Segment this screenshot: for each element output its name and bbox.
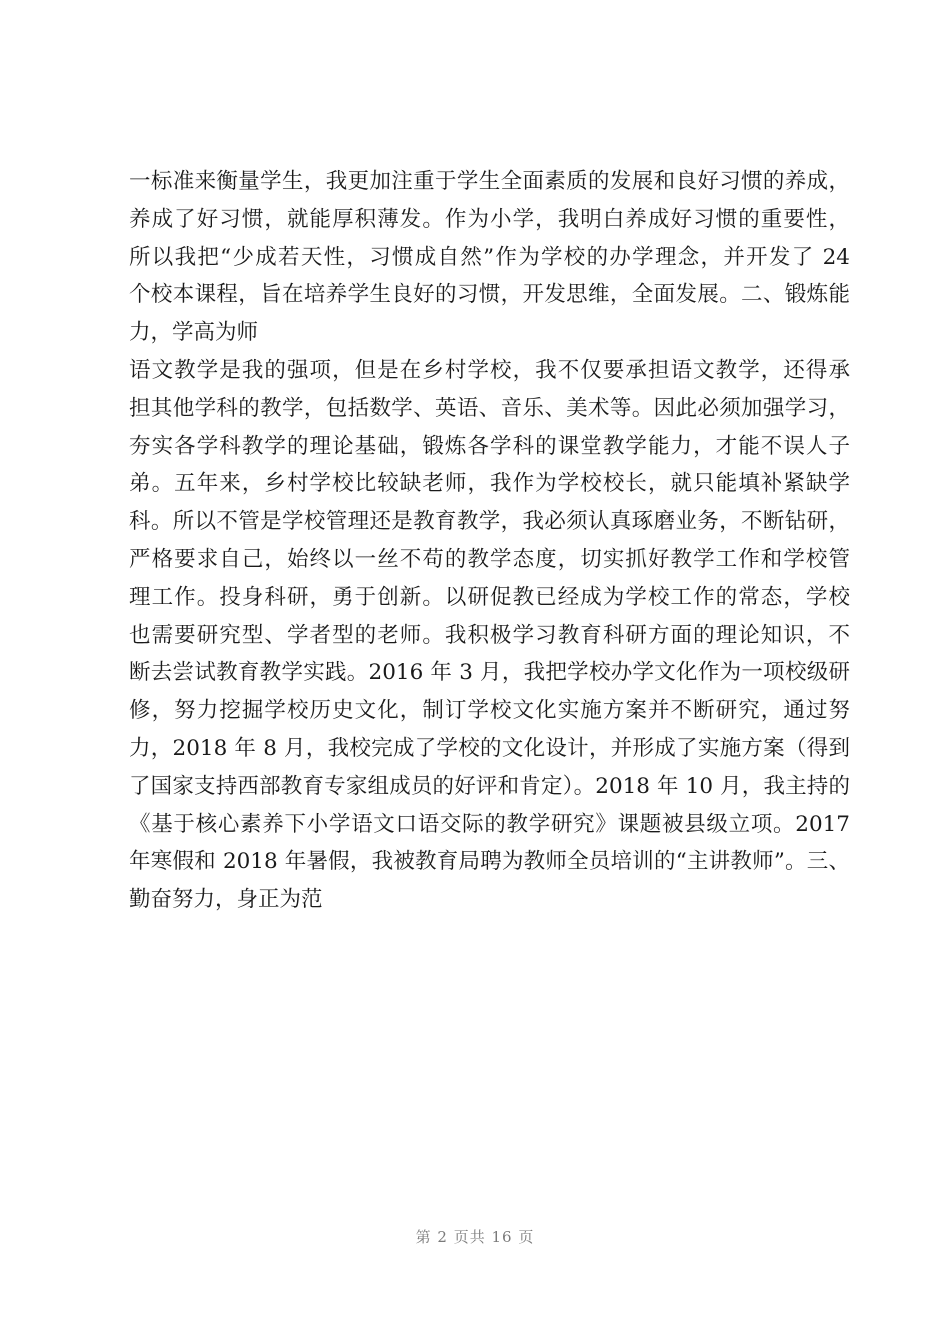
text-line: 了国家支持西部教育专家组成员的好评和肯定）。2018 年 10 月，我主持的 <box>129 773 850 799</box>
text-line: 断去尝试教育教学实践。2016 年 3 月，我把学校办学文化作为一项校级研 <box>129 660 850 686</box>
paragraph <box>129 352 850 919</box>
paragraph <box>129 163 850 352</box>
text-line: 弟。五年来，乡村学校比较缺老师，我作为学校校长，就只能填补紧缺学 <box>129 471 850 497</box>
page-number-footer: 第 2 页共 16 页 <box>415 1228 535 1246</box>
text-line: 养成了好习惯，就能厚积薄发。作为小学，我明白养成好习惯的重要性， <box>129 206 850 232</box>
text-line: 严格要求自己，始终以一丝不苟的教学态度，切实抓好教学工作和学校管 <box>129 546 850 572</box>
text-line: 力，2018 年 8 月，我校完成了学校的文化设计，并形成了实施方案（得到 <box>129 735 850 761</box>
text-line: 所以我把“少成若天性，习惯成自然”作为学校的办学理念，并开发了 24 <box>129 244 850 270</box>
text-line: 担其他学科的教学，包括数学、英语、音乐、美术等。因此必须加强学习， <box>129 395 850 421</box>
text-line: 科。所以不管是学校管理还是教育教学，我必须认真琢磨业务，不断钻研， <box>129 509 850 535</box>
text-line: 语文教学是我的强项，但是在乡村学校，我不仅要承担语文教学，还得承 <box>129 357 850 383</box>
text-line: 一标准来衡量学生，我更加注重于学生全面素质的发展和良好习惯的养成， <box>129 169 850 194</box>
text-line: 《基于核心素养下小学语文口语交际的教学研究》课题被县级立项。2017 <box>129 811 850 837</box>
text-line: 理工作。投身科研，勇于创新。以研促教已经成为学校工作的常态，学校 <box>129 584 850 610</box>
text-line: 夯实各学科教学的理论基础，锻炼各学科的课堂教学能力，才能不误人子 <box>129 433 850 459</box>
text-line: 也需要研究型、学者型的老师。我积极学习教育科研方面的理论知识，不 <box>129 622 850 648</box>
section-heading-line: 勤奋努力，身正为范 <box>129 887 323 913</box>
text-line: 个校本课程，旨在培养学生良好的习惯，开发思维，全面发展。二、锻炼能 <box>129 282 850 308</box>
text-line: 年寒假和 2018 年暑假，我被教育局聘为教师全员培训的“主讲教师”。三、 <box>129 849 850 875</box>
document-body <box>129 163 850 919</box>
text-line: 修，努力挖掘学校历史文化，制订学校文化实施方案并不断研究，通过努 <box>129 698 850 724</box>
section-heading-line: 力，学高为师 <box>129 320 259 346</box>
